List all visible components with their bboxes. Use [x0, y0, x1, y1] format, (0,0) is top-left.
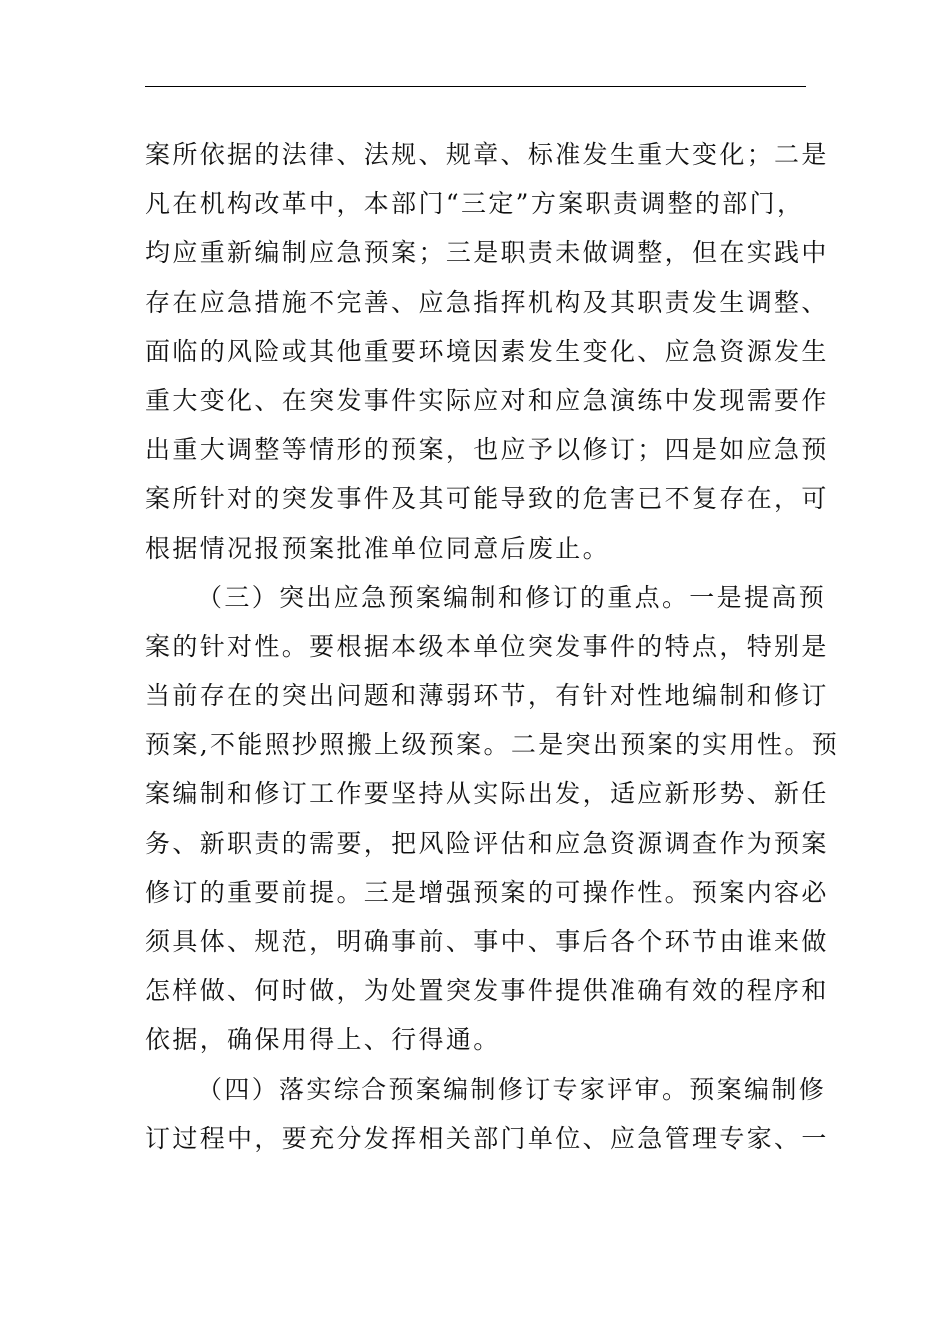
text-line: 凡在机构改革中，本部门“三定”方案职责调整的部门， [145, 189, 805, 219]
text-line: 修订的重要前提。三是增强预案的可操作性。预案内容必 [145, 877, 829, 907]
header-rule [145, 86, 806, 87]
document-body [145, 130, 840, 1163]
text-line: 存在应急措施不完善、应急指挥机构及其职责发生调整、 [145, 287, 829, 317]
text-line: 案所依据的法律、法规、规章、标准发生重大变化；二是 [145, 140, 829, 169]
text-line: 怎样做、何时做，为处置突发事件提供准确有效的程序和 [145, 976, 829, 1006]
paragraph-start-line: （三）突出应急预案编制和修订的重点。一是提高预 [197, 582, 827, 612]
text-line: 出重大调整等情形的预案，也应予以修订；四是如应急预 [145, 435, 829, 465]
text-line: 须具体、规范，明确事前、事中、事后各个环节由谁来做 [145, 927, 829, 956]
paragraph-start-line: （四）落实综合预案编制修订专家评审。预案编制修 [197, 1074, 827, 1104]
text-line: 预案,不能照抄照搬上级预案。二是突出预案的实用性。预 [145, 730, 840, 760]
text-line: 当前存在的突出问题和薄弱环节，有针对性地编制和修订 [145, 681, 829, 711]
text-line: 务、新职责的需要，把风险评估和应急资源调查作为预案 [145, 828, 829, 858]
text-line: 案所针对的突发事件及其可能导致的危害已不复存在，可 [145, 484, 829, 514]
text-line: 均应重新编制应急预案；三是职责未做调整，但在实践中 [145, 238, 829, 268]
text-line: 面临的风险或其他重要环境因素发生变化、应急资源发生 [145, 336, 829, 366]
text-line: 重大变化、在突发事件实际应对和应急演练中发现需要作 [145, 385, 829, 415]
text-line: 案的针对性。要根据本级本单位突发事件的特点，特别是 [145, 631, 829, 661]
text-line: 案编制和修订工作要坚持从实际出发，适应新形势、新任 [145, 779, 829, 809]
text-line: 订过程中，要充分发挥相关部门单位、应急管理专家、一 [145, 1123, 829, 1153]
text-line: 根据情况报预案批准单位同意后废止。 [145, 533, 610, 563]
text-line: 依据，确保用得上、行得通。 [145, 1025, 501, 1055]
